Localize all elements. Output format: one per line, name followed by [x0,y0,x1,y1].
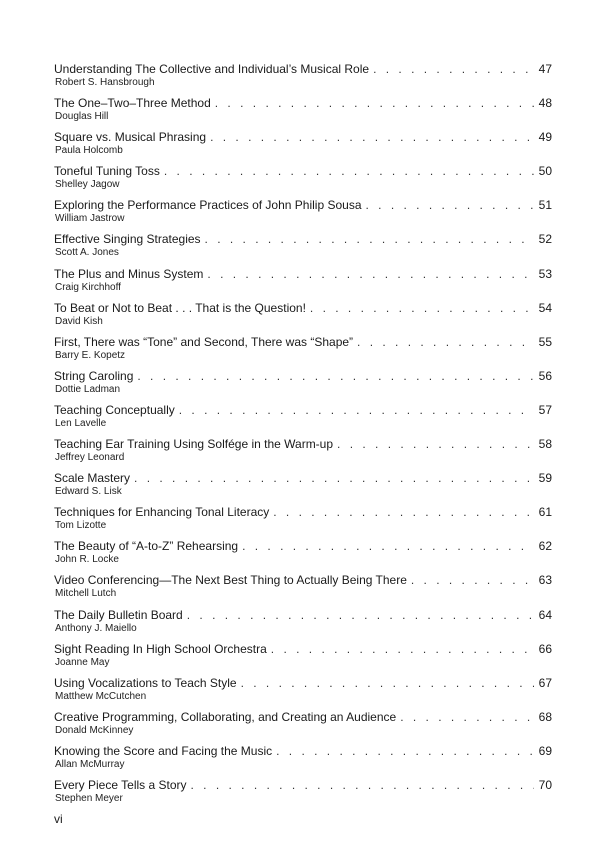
entry-author: Dottie Ladman [55,383,121,395]
entry-title: Creative Programming, Collaborating, and Creating an Audience [54,709,397,724]
dot-leader [400,710,534,725]
entry-title: The Beauty of “A-to-Z” Rehearsing [54,539,239,554]
entry-author: Matthew McCutchen [55,690,147,702]
toc-entry-line [54,232,552,247]
toc-entry-line [54,676,552,691]
toc-entry-line [54,471,552,486]
dot-leader [276,744,534,759]
toc-entry [54,164,552,198]
toc-entry-line [54,301,552,316]
toc-entry-line [54,62,552,77]
entry-page-number: 52 [538,232,552,247]
entry-author: Barry E. Kopetz [55,349,126,361]
toc-entry-line [54,267,552,282]
toc-entry-line [54,778,552,793]
entry-page-number: 57 [538,402,552,417]
entry-author: Douglas Hill [55,111,109,123]
dot-leader [242,539,534,554]
toc-entry [54,539,552,573]
dot-leader [205,232,534,247]
dot-leader [210,130,534,145]
entry-title: Effective Singing Strategies [54,232,201,247]
entry-title: Scale Mastery [54,471,131,486]
entry-author: Donald McKinney [55,724,134,736]
entry-page-number: 54 [538,300,552,315]
dot-leader [337,437,534,452]
entry-author: Jeffrey Leonard [55,452,125,464]
toc-entry-line [54,369,552,384]
entry-page-number: 56 [538,368,552,383]
toc-entry-line [54,335,552,350]
dot-leader [373,62,534,77]
entry-title: Teaching Ear Training Using Solfége in the Warm-up [54,437,334,452]
entry-page-number: 53 [538,266,552,281]
toc-entry [54,130,552,164]
page-folio: vi [54,812,63,826]
toc-entry-line [54,130,552,145]
toc-entry-line [54,403,552,418]
entry-page-number: 63 [538,573,552,588]
toc-entry [54,676,552,710]
dot-leader [241,676,534,691]
entry-author: Anthony J. Maiello [55,622,137,634]
entry-title: The Plus and Minus System [54,266,204,281]
dot-leader [366,198,535,213]
dot-leader [411,573,534,588]
toc-entry [54,608,552,642]
entry-title: Sight Reading In High School Orchestra [54,641,267,656]
toc-entry [54,505,552,539]
entry-page-number: 47 [538,62,552,76]
toc-entry [54,301,552,335]
entry-page-number: 48 [538,96,552,111]
dot-leader [187,608,534,623]
toc-entry [54,642,552,676]
toc-entry-line [54,573,552,588]
entry-page-number: 69 [538,743,552,758]
dot-leader [164,164,534,179]
toc-entry [54,267,552,301]
toc-entry [54,471,552,505]
toc-entry [54,778,552,812]
toc-entry [54,437,552,471]
toc-entry-line [54,744,552,759]
toc-entry [54,198,552,232]
toc-entry-line [54,608,552,623]
entry-page-number: 66 [538,641,552,656]
toc-entry [54,96,552,130]
entry-title: Exploring the Performance Practices of John Philip Sousa [54,198,362,213]
toc-entry [54,369,552,403]
toc-entry-line [54,164,552,179]
entry-title: String Caroling [54,368,134,383]
dot-leader [271,642,534,657]
toc-entry-line [54,96,552,111]
toc-entry-line [54,505,552,520]
entry-author: Tom Lizotte [55,520,107,532]
dot-leader [310,301,534,316]
toc-entry [54,403,552,437]
dot-leader [137,369,534,384]
toc-entry [54,335,552,369]
toc-entry-line [54,198,552,213]
entry-page-number: 59 [538,471,552,486]
entry-author: John R. Locke [55,554,119,566]
entry-title: Square vs. Musical Phrasing [54,130,207,145]
toc-entry-line [54,437,552,452]
entry-author: David Kish [55,315,103,327]
entry-page-number: 58 [538,437,552,452]
entry-page-number: 62 [538,539,552,554]
entry-author: William Jastrow [55,213,125,225]
toc-entry-line [54,539,552,554]
entry-title: Every Piece Tells a Story [54,777,187,792]
entry-title: First, There was “Tone” and Second, There was “Shape” [54,334,354,349]
entry-page-number: 68 [538,709,552,724]
entry-page-number: 67 [538,675,552,690]
table-of-contents [54,62,552,812]
entry-title: The One–Two–Three Method [54,96,211,111]
entry-author: Mitchell Lutch [55,588,117,600]
entry-author: Scott A. Jones [55,247,119,259]
dot-leader [357,335,534,350]
entry-title: The Daily Bulletin Board [54,607,183,622]
entry-page-number: 70 [538,777,552,792]
dot-leader [273,505,534,520]
dot-leader [134,471,534,486]
entry-author: Craig Kirchhoff [55,281,121,293]
entry-page-number: 55 [538,334,552,349]
entry-author: Robert S. Hansbrough [55,77,155,88]
dot-leader [191,778,535,793]
entry-title: Teaching Conceptually [54,402,175,417]
toc-entry-line [54,642,552,657]
entry-page-number: 51 [538,198,552,213]
dot-leader [179,403,534,418]
entry-author: Edward S. Lisk [55,486,122,498]
entry-author: Shelley Jagow [55,179,120,191]
entry-page-number: 61 [538,505,552,520]
toc-entry [54,62,552,96]
toc-entry-line [54,710,552,725]
toc-entry [54,232,552,266]
entry-title: Using Vocalizations to Teach Style [54,675,237,690]
entry-author: Len Lavelle [55,417,107,429]
toc-entry [54,573,552,607]
entry-title: Video Conferencing—The Next Best Thing to Actually Being There [54,573,407,588]
entry-title: Toneful Tuning Toss [54,164,160,179]
toc-entry [54,710,552,744]
entry-page-number: 50 [538,164,552,179]
entry-author: Allan McMurray [55,758,125,770]
dot-leader [215,96,534,111]
entry-title: To Beat or Not to Beat . . . That is the Question! [54,300,306,315]
entry-author: Joanne May [55,656,110,668]
entry-page-number: 64 [538,607,552,622]
entry-author: Paula Holcomb [55,145,123,157]
entry-title: Knowing the Score and Facing the Music [54,743,273,758]
dot-leader [207,267,534,282]
entry-title: Techniques for Enhancing Tonal Literacy [54,505,270,520]
toc-entry [54,744,552,778]
entry-title: Understanding The Collective and Individual’s Musical Role [54,62,370,76]
entry-page-number: 49 [538,130,552,145]
entry-author: Stephen Meyer [55,792,123,804]
